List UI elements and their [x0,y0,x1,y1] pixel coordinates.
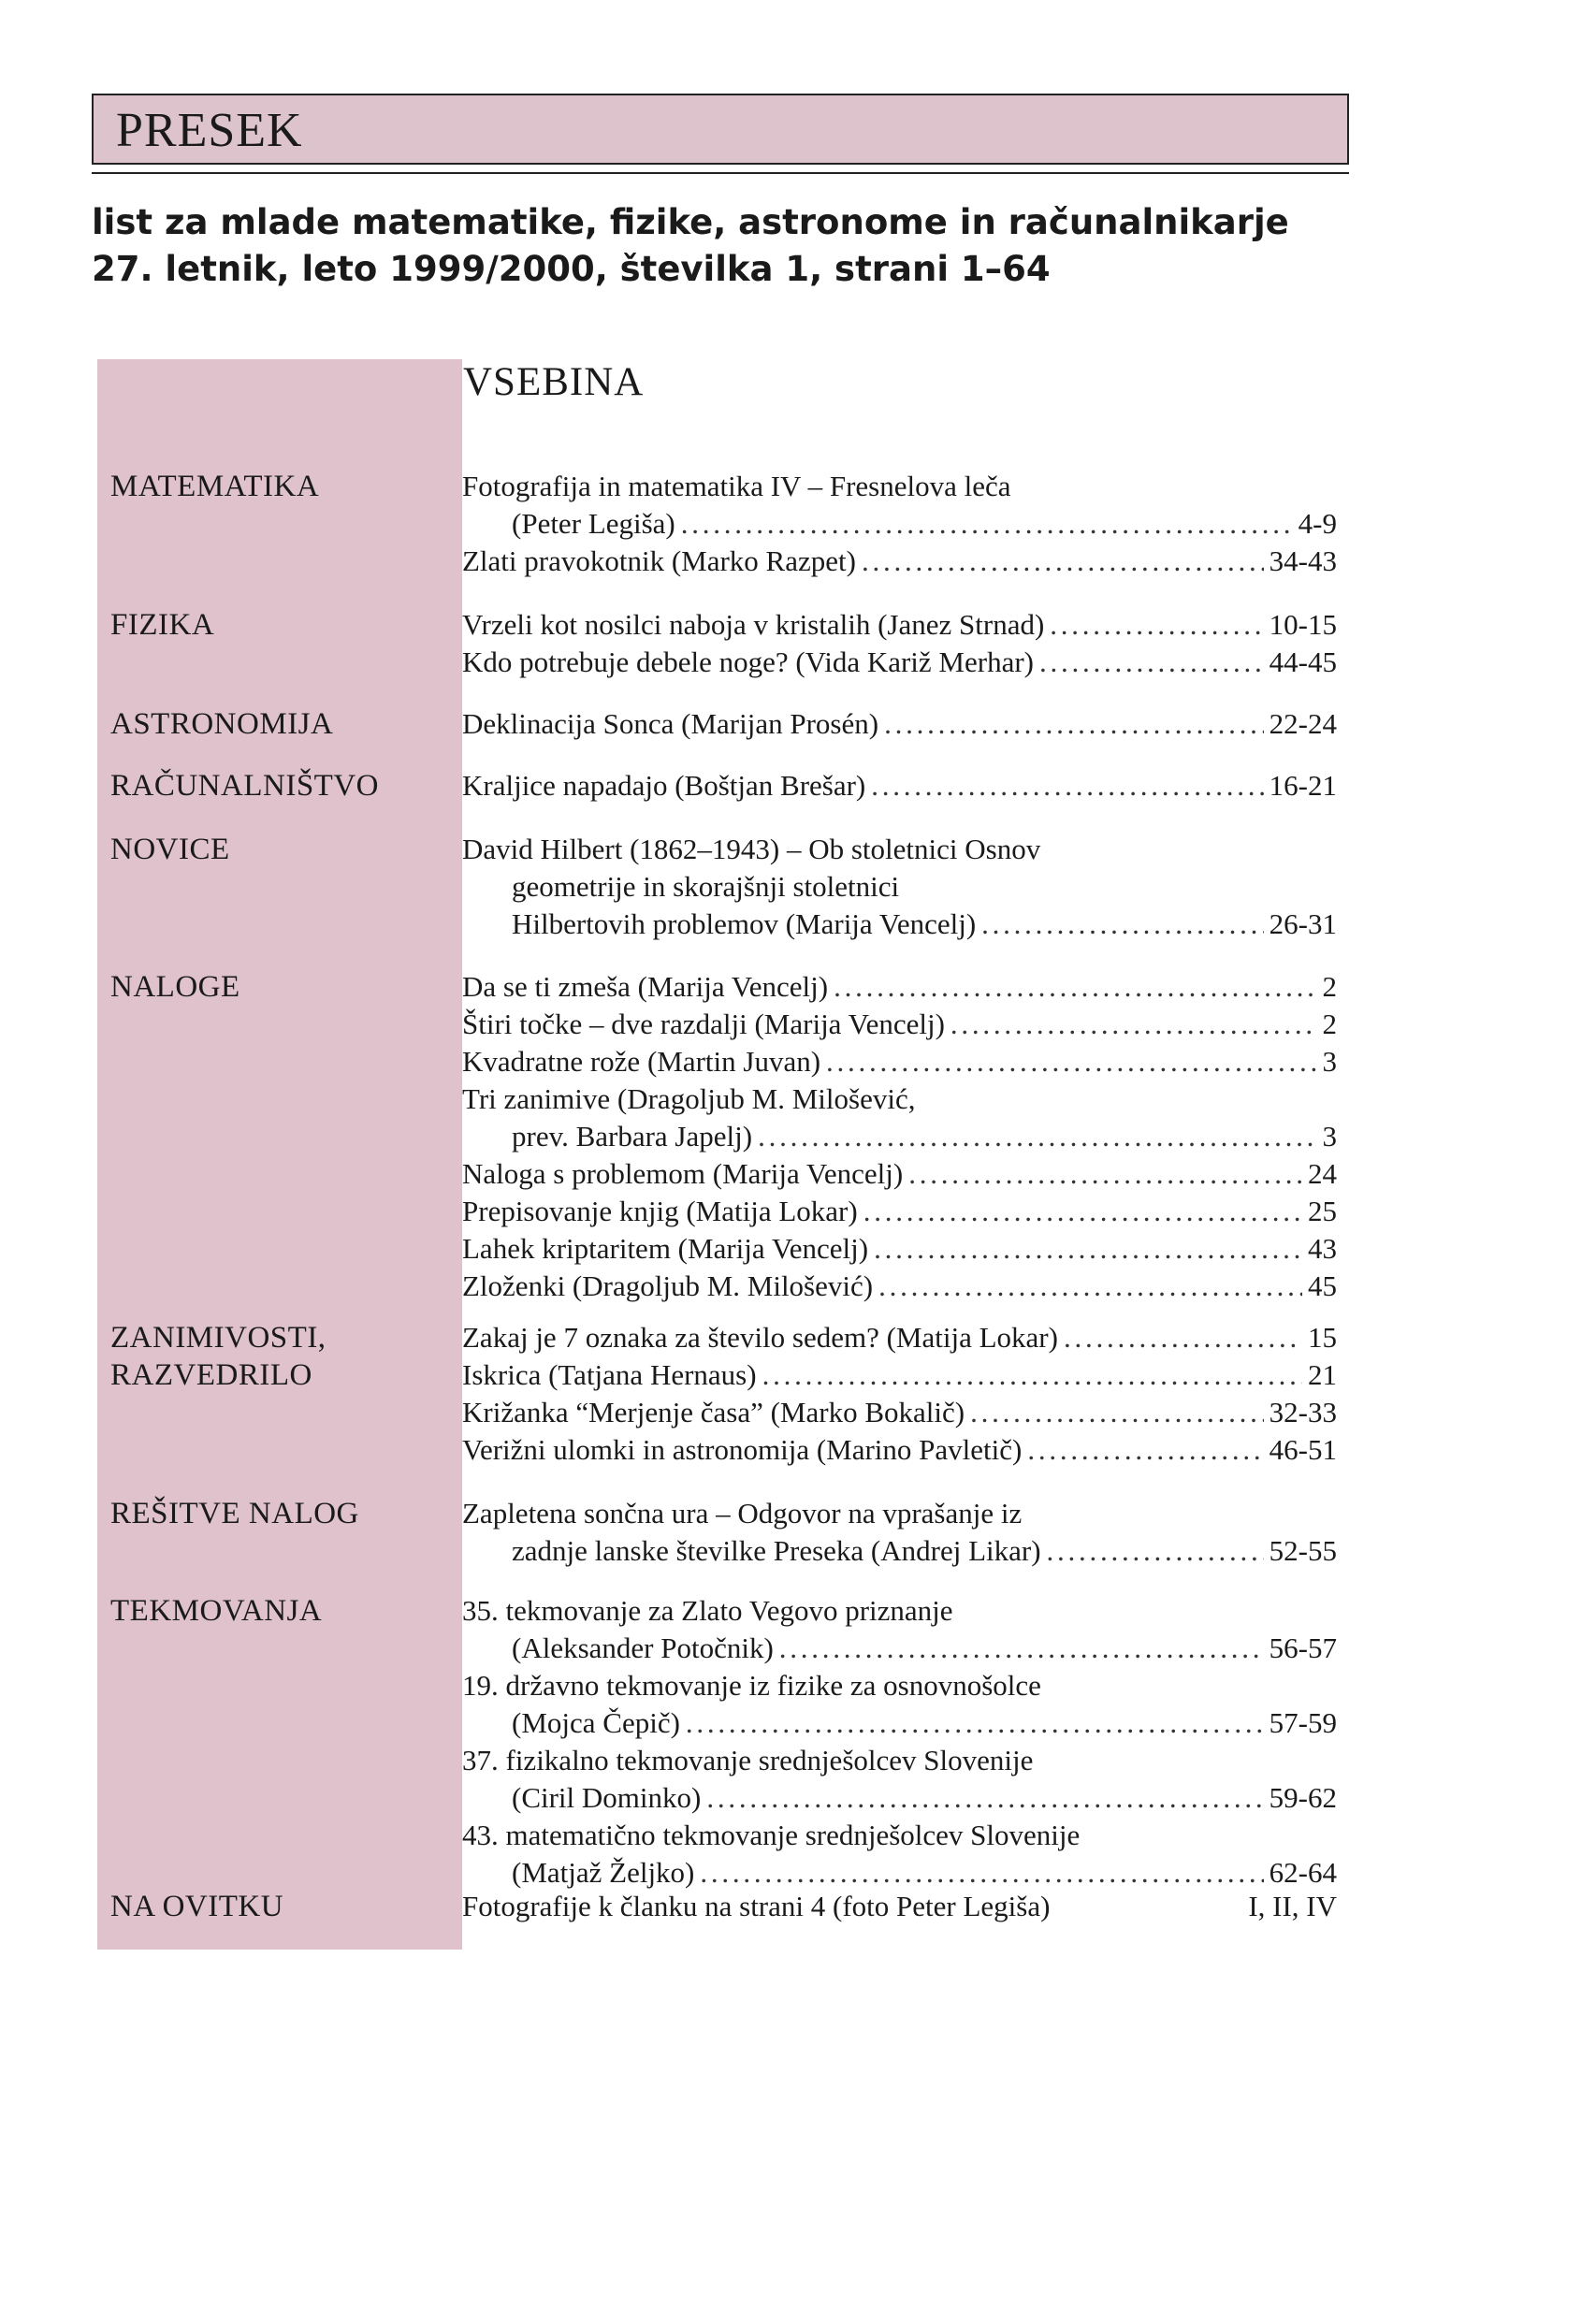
category-label: NA OVITKU [110,1890,284,1923]
toc-line: 19. državno tekmovanje iz fizike za osnovnošolce [462,1669,1041,1702]
category-label: FIZIKA [110,608,215,642]
header-rule [92,172,1349,174]
category-label: NALOGE [110,970,240,1004]
toc-line: Zloženki (Dragoljub M. Milošević) . . . 45 [462,1268,1337,1304]
toc-line: Zapletena sončna ura – Odgovor na vprašanje iz [462,1497,1023,1530]
subtitle-line-1: list za mlade matematike, fizike, astronome in računalnikarje [92,202,1289,242]
toc-line: Vrzeli kot nosilci naboja v kristalih (Janez Strnad) . . . 10-15 [462,606,1337,643]
toc-line: geometrije in skorajšnji stoletnici [512,870,900,903]
toc-line: (Matjaž Željko) . . . 62-64 [512,1854,1337,1891]
toc-line: Križanka “Merjenje časa” (Marko Bokalič) . . . 32-33 [462,1394,1337,1430]
toc-line: (Mojca Čepič) . . . 57-59 [512,1704,1337,1741]
title-banner [92,94,1349,165]
toc-line: Kraljice napadajo (Boštjan Brešar) . . . 16-21 [462,767,1337,804]
contents-heading: VSEBINA [463,360,645,404]
toc-line: (Aleksander Potočnik) . . . 56-57 [512,1630,1337,1666]
toc-line: 43. matematično tekmovanje srednješolcev Slovenije [462,1819,1081,1851]
category-label: ZANIMIVOSTI, [110,1321,326,1355]
toc-line: 35. tekmovanje za Zlato Vegovo priznanje [462,1594,953,1627]
toc-line: prev. Barbara Japelj) . . . 3 [512,1118,1337,1154]
toc-line: Kvadratne rože (Martin Juvan) . . . 3 [462,1043,1337,1080]
toc-line: 37. fizikalno tekmovanje srednješolcev Slovenije [462,1744,1034,1776]
toc-line: Tri zanimive (Dragoljub M. Milošević, [462,1082,916,1115]
toc-line: Fotografija in matematika IV – Fresnelova leča [462,470,1011,502]
toc-line: Lahek kriptaritem (Marija Vencelj) . . . 43 [462,1230,1337,1267]
toc-line: (Ciril Dominko) . . . 59-62 [512,1779,1337,1816]
category-label: RAZVEDRILO [110,1358,312,1392]
category-label: TEKMOVANJA [110,1594,323,1628]
toc-line: Iskrica (Tatjana Hernaus) . . . 21 [462,1356,1337,1393]
category-sidebar [97,359,462,1950]
category-label: ASTRONOMIJA [110,707,334,741]
toc-line: (Peter Legiša) . . . 4-9 [462,505,1337,542]
toc-line: Prepisovanje knjig (Matija Lokar) . . . 25 [462,1193,1337,1229]
category-label: MATEMATIKA [110,470,320,503]
page-title: PRESEK [116,104,303,157]
toc-line: David Hilbert (1862–1943) – Ob stoletnici Osnov [462,833,1041,865]
toc-line: Kdo potrebuje debele noge? (Vida Kariž Merhar) . . . 44-45 [462,644,1337,680]
toc-line: Da se ti zmeša (Marija Vencelj) . . . 2 [462,968,1337,1005]
category-label: REŠITVE NALOG [110,1497,359,1530]
toc-line: Zlati pravokotnik (Marko Razpet) . . . 34-43 [462,543,1337,579]
toc-line: Štiri točke – dve razdalji (Marija Vencelj) . . . 2 [462,1006,1337,1042]
subtitle-line-2: 27. letnik, leto 1999/2000, številka 1, strani 1–64 [92,249,1051,289]
toc-line: zadnje lanske številke Preseka (Andrej Likar) . . . 52-55 [512,1532,1337,1569]
toc-line: Naloga s problemom (Marija Vencelj) . . . 24 [462,1155,1337,1192]
toc-line: Hilbertovih problemov (Marija Vencelj) . . . 26-31 [512,906,1337,942]
toc-line: Fotografije k članku na strani 4 (foto Peter Legiša) I, II, IV [462,1890,1337,1922]
toc-line: Deklinacija Sonca (Marijan Prosén) . . . 22-24 [462,705,1337,742]
toc-line: Zakaj je 7 oznaka za število sedem? (Matija Lokar) . . . 15 [462,1319,1337,1356]
category-label: NOVICE [110,833,230,866]
toc-line: Verižni ulomki in astronomija (Marino Pavletič) . . . 46-51 [462,1431,1337,1468]
category-label: RAČUNALNIŠTVO [110,769,379,803]
